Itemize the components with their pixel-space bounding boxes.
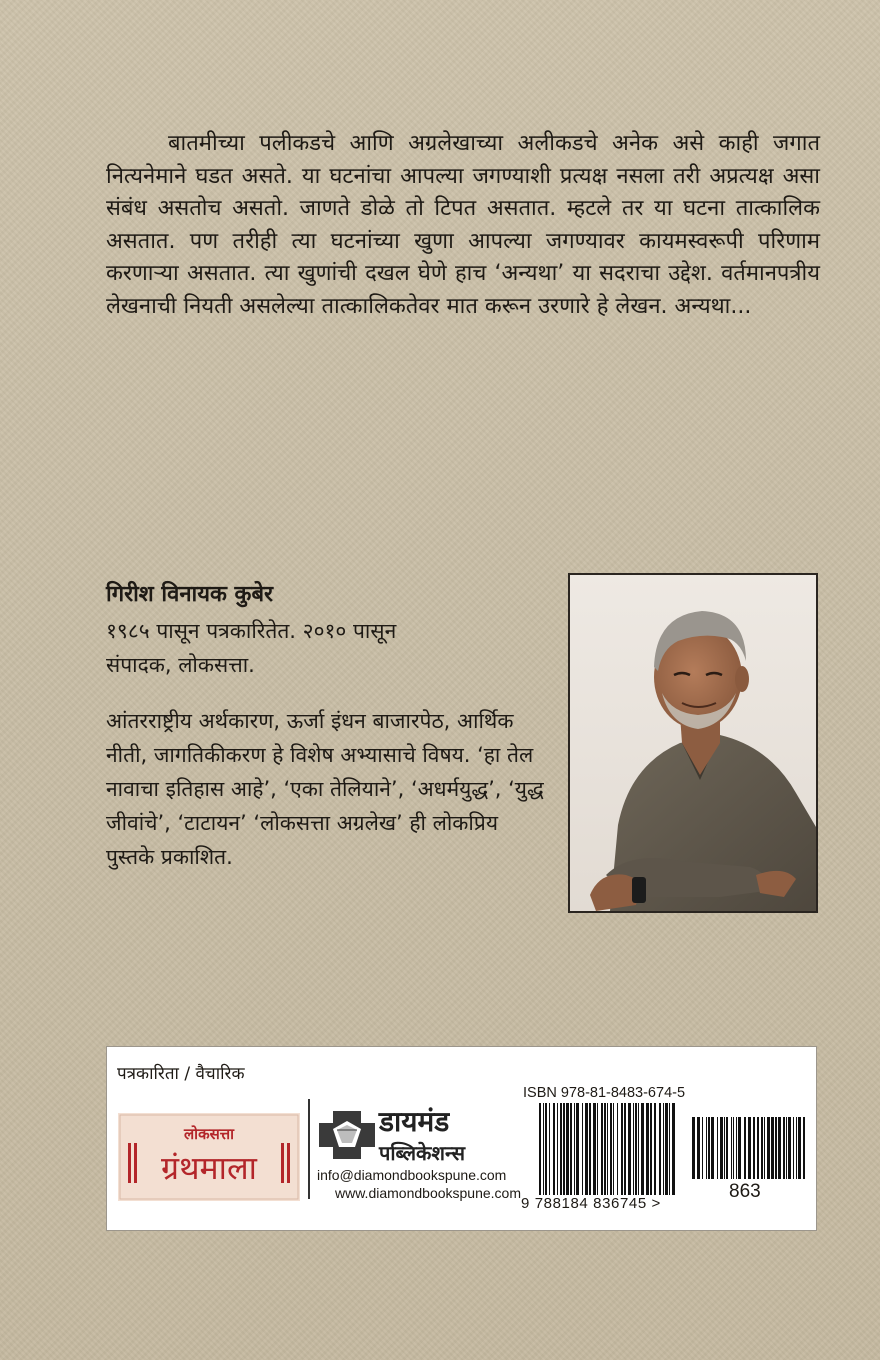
barcode-bar bbox=[628, 1103, 631, 1195]
barcode-bar bbox=[650, 1103, 652, 1195]
barcode-bar bbox=[635, 1103, 637, 1195]
category-label: पत्रकारिता / वैचारिक bbox=[117, 1064, 245, 1084]
barcode-bar bbox=[617, 1103, 618, 1195]
publisher-subtitle: पब्लिकेशन्स bbox=[379, 1141, 465, 1165]
barcode-bar bbox=[738, 1117, 741, 1179]
publisher-email: info@diamondbookspune.com bbox=[317, 1167, 507, 1183]
barcode-bar bbox=[654, 1103, 656, 1195]
isbn-barcode bbox=[537, 1103, 679, 1195]
barcode-bar bbox=[783, 1117, 785, 1179]
barcode-bar bbox=[604, 1103, 606, 1195]
barcode-bar bbox=[621, 1103, 623, 1195]
barcode-bar bbox=[803, 1117, 805, 1179]
barcode-bar bbox=[574, 1103, 575, 1195]
barcode-bar bbox=[672, 1103, 675, 1195]
barcode-bar bbox=[793, 1117, 794, 1179]
barcode-bar bbox=[659, 1103, 661, 1195]
barcode-bar bbox=[613, 1103, 614, 1195]
barcode-digits: 9 788184 836745 > bbox=[521, 1195, 661, 1212]
author-photo bbox=[568, 573, 818, 913]
price-addon-barcode bbox=[690, 1117, 808, 1179]
barcode-bar bbox=[711, 1117, 714, 1179]
barcode-bar bbox=[597, 1103, 598, 1195]
barcode-bar bbox=[788, 1117, 791, 1179]
vertical-divider bbox=[308, 1099, 310, 1199]
barcode-bar bbox=[702, 1117, 703, 1179]
barcode-bar bbox=[692, 1117, 695, 1179]
barcode-bar bbox=[585, 1103, 588, 1195]
author-portrait bbox=[570, 575, 816, 911]
barcode-bar bbox=[607, 1103, 608, 1195]
barcode-bar bbox=[724, 1117, 725, 1179]
series-logo-top: लोकसत्ता bbox=[184, 1125, 234, 1143]
publisher-info-box bbox=[106, 1046, 817, 1231]
barcode-bar bbox=[557, 1103, 558, 1195]
barcode-bar bbox=[593, 1103, 596, 1195]
barcode-bar bbox=[767, 1117, 770, 1179]
barcode-bar bbox=[736, 1117, 737, 1179]
barcode-bar bbox=[744, 1117, 746, 1179]
barcode-bar bbox=[786, 1117, 787, 1179]
barcode-bar bbox=[646, 1103, 649, 1195]
barcode-bar bbox=[796, 1117, 797, 1179]
barcode-bar bbox=[638, 1103, 639, 1195]
author-name: गिरीश विनायक कुबेर bbox=[106, 582, 274, 607]
barcode-bar bbox=[733, 1117, 734, 1179]
author-bio: आंतरराष्ट्रीय अर्थकारण, ऊर्जा इंधन बाजारपेठ, आर्थिक नीती, जागतिकीकरण हे विशेष अभ्यासाचे विषय. ‘हा तेल नावाचा इतिहास आहे’, ‘एका तेलियाने’, ‘अधर्मयुद्ध’, ‘युद्ध जीवांचे’, ‘टाटायन’ ‘लोकसत्ता अग्रलेख’ ही लोकप्रिय पुस्तके प्रकाशित. bbox=[106, 709, 544, 869]
barcode-bar bbox=[665, 1103, 668, 1195]
barcode-bar bbox=[560, 1103, 562, 1195]
barcode-bar bbox=[563, 1103, 565, 1195]
author-career-line-2: संपादक, लोकसत्ता. bbox=[106, 653, 255, 677]
barcode-bar bbox=[778, 1117, 781, 1179]
barcode-bar bbox=[582, 1103, 583, 1195]
addon-code: 863 bbox=[729, 1181, 761, 1202]
barcode-bar bbox=[771, 1117, 774, 1179]
loksatta-granthmala-logo bbox=[118, 1113, 300, 1201]
barcode-bar bbox=[731, 1117, 732, 1179]
barcode-bar bbox=[798, 1117, 801, 1179]
barcode-bar bbox=[708, 1117, 710, 1179]
isbn-label: ISBN 978-81-8483-674-5 bbox=[523, 1085, 686, 1101]
barcode-bar bbox=[624, 1103, 626, 1195]
author-career bbox=[106, 614, 546, 682]
barcode-bar bbox=[633, 1103, 634, 1195]
barcode-bar bbox=[601, 1103, 603, 1195]
barcode-bar bbox=[641, 1103, 644, 1195]
author-career-line-1: १९८५ पासून पत्रकारितेत. २०१० पासून bbox=[106, 619, 397, 643]
barcode-bar bbox=[570, 1103, 572, 1195]
barcode-bar bbox=[753, 1117, 755, 1179]
barcode-bar bbox=[748, 1117, 751, 1179]
barcode-bar bbox=[549, 1103, 550, 1195]
barcode-bar bbox=[543, 1103, 544, 1195]
barcode-bar bbox=[764, 1117, 765, 1179]
barcode-bar bbox=[576, 1103, 579, 1195]
barcode-bar bbox=[566, 1103, 569, 1195]
barcode-bar bbox=[553, 1103, 555, 1195]
barcode-bar bbox=[545, 1103, 547, 1195]
barcode-bar bbox=[726, 1117, 728, 1179]
barcode-bar bbox=[669, 1103, 670, 1195]
barcode-bar bbox=[663, 1103, 664, 1195]
barcode-bar bbox=[697, 1117, 700, 1179]
barcode-bar bbox=[717, 1117, 718, 1179]
barcode-bar bbox=[757, 1117, 759, 1179]
publisher-website: www.diamondbookspune.com bbox=[335, 1185, 521, 1201]
book-blurb: बातमीच्या पलीकडचे आणि अग्रलेखाच्या अलीकडचे अनेक असे काही जगात नित्यनेमाने घडत असते. या घटनांचा आपल्या जगण्याशी प्रत्यक्ष नसला तरी अप्रत्यक्ष असा संबंध असतोच असतो. जाणते डोळे तो टिपत असतात. म्हटले तर या घटना तात्कालिक असतात. पण तरीही त्या घटनांच्या खुणा आपल्या जगण्यावर कायमस्वरूपी परिणाम करणाऱ्या असतात. त्या खुणांची दखल घेणे हाच ‘अन्यथा’ या सदराचा उद्देश. वर्तमानपत्रीय लेखनाची नियती असलेल्या तात्कालिकतेवर मात करून उरणारे हे लेखन. अन्यथा... bbox=[106, 131, 820, 319]
barcode-bar bbox=[610, 1103, 612, 1195]
series-logo-main: ग्रंथमाला bbox=[161, 1149, 257, 1187]
barcode-bar bbox=[761, 1117, 763, 1179]
barcode-bar bbox=[589, 1103, 591, 1195]
barcode-bar bbox=[720, 1117, 723, 1179]
publisher-name: डायमंड bbox=[379, 1105, 450, 1138]
diamond-logo-icon bbox=[317, 1109, 377, 1161]
barcode-bar bbox=[706, 1117, 707, 1179]
barcode-bar bbox=[775, 1117, 777, 1179]
barcode-bar bbox=[539, 1103, 541, 1195]
